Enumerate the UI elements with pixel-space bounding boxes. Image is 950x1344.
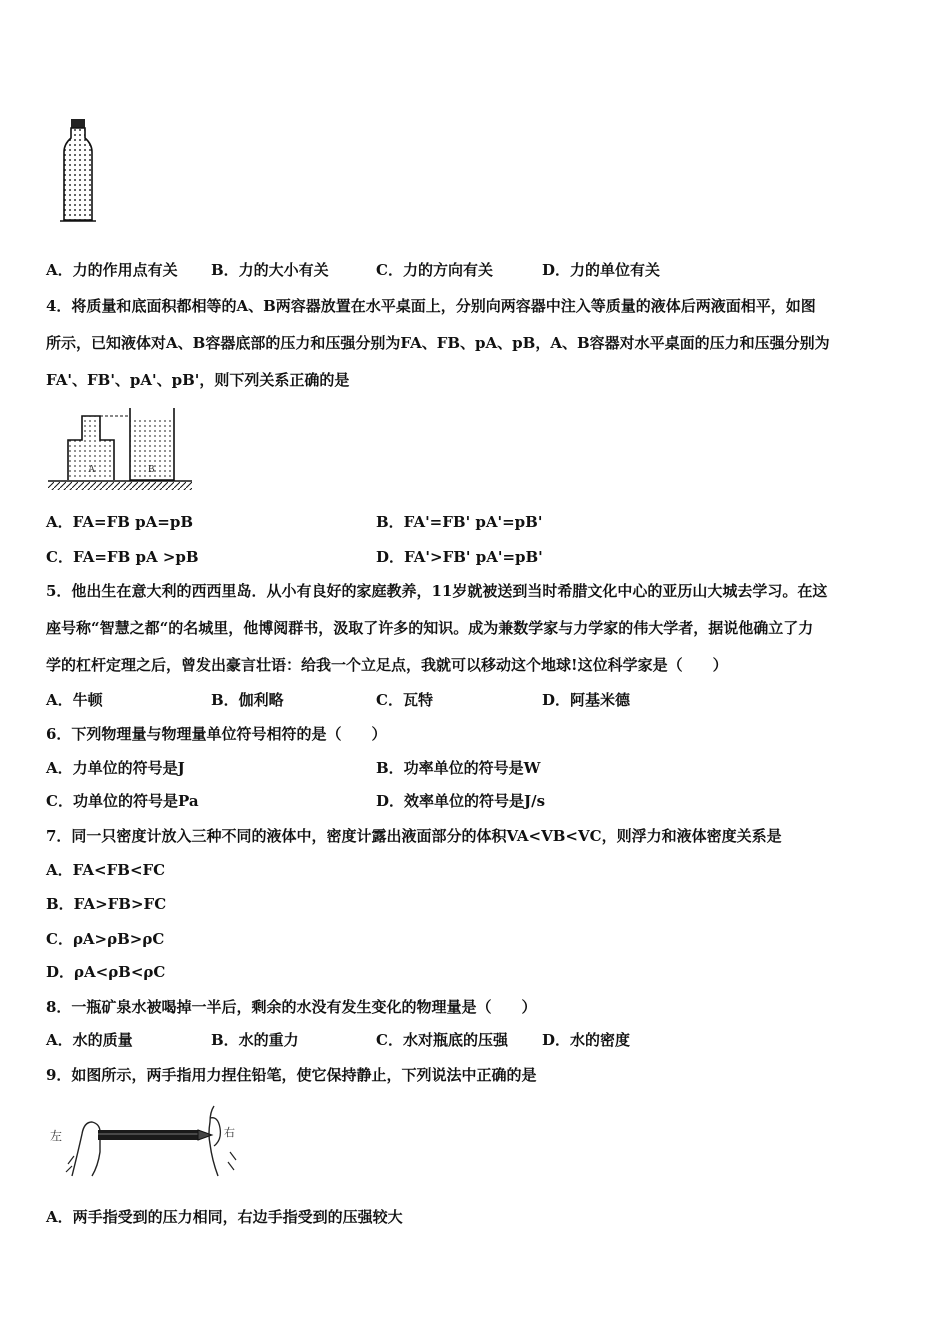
- q6-option-d[interactable]: D．效率单位的符号是J/s: [376, 792, 546, 810]
- q5-stem-line1: 5．他出生在意大利的西西里岛．从小有良好的家庭教养，11岁就被送到当时希腊文化中心的亚历山大城去学习。在这: [46, 582, 828, 600]
- q5-stem-line2: 座号称“智慧之都“的名城里，他博阅群书，汲取了许多的知识。成为兼数学家与力学家的伟大学者，据说他确立了力: [46, 619, 814, 637]
- q7-option-d[interactable]: D．ρA<ρB<ρC: [46, 963, 166, 981]
- q7-option-c[interactable]: C．ρA>ρB>ρC: [46, 930, 165, 948]
- q4-option-a[interactable]: A．FA=FB pA=pB: [46, 513, 194, 531]
- q7-stem: 7．同一只密度计放入三种不同的液体中，密度计露出液面部分的体积VA<VB<VC，则浮力和液体密度关系是: [46, 827, 782, 845]
- q6-option-b[interactable]: B．功率单位的符号是W: [376, 759, 541, 777]
- q5-option-d[interactable]: D．阿基米德: [542, 691, 631, 709]
- q7-option-a[interactable]: A．FA<FB<FC: [46, 861, 166, 879]
- q4-option-d[interactable]: D．FA'>FB' pA'=pB': [376, 548, 543, 566]
- q5-stem-line3: 学的杠杆定理之后，曾发出豪言壮语：给我一个立足点，我就可以移动这个地球!这位科学家是（ ）: [46, 656, 728, 674]
- q8-option-b[interactable]: B．水的重力: [211, 1031, 299, 1049]
- q3-option-b[interactable]: B．力的大小有关: [211, 261, 329, 279]
- q4-stem-line1: 4．将质量和底面积都相等的A、B两容器放置在水平桌面上，分别向两容器中注入等质量的液体后两液面相平，如图: [46, 297, 816, 315]
- q7-option-b[interactable]: B．FA>FB>FC: [46, 895, 167, 913]
- q4-stem-line3: FA'、FB'、pA'、pB'，则下列关系正确的是: [46, 371, 350, 389]
- container-b-label: B: [148, 464, 155, 475]
- q8-stem: 8．一瓶矿泉水被喝掉一半后，剩余的水没有发生变化的物理量是（ ）: [46, 998, 537, 1016]
- q6-stem: 6．下列物理量与物理量单位符号相符的是（ ）: [46, 725, 387, 743]
- q3-option-a[interactable]: A．力的作用点有关: [46, 261, 178, 279]
- q4-stem-line2: 所示，已知液体对A、B容器底部的压力和压强分别为FA、FB、pA、pB，A、B容器对水平桌面的压力和压强分别为: [46, 334, 830, 352]
- q5-option-b[interactable]: B．伽利略: [211, 691, 284, 709]
- q8-option-a[interactable]: A．水的质量: [46, 1031, 133, 1049]
- containers-figure: [48, 404, 192, 492]
- q5-option-c[interactable]: C．瓦特: [376, 691, 433, 709]
- q8-option-c[interactable]: C．水对瓶底的压强: [376, 1031, 508, 1049]
- q9-stem: 9．如图所示，两手指用力捏住铅笔，使它保持静止，下列说法中正确的是: [46, 1066, 537, 1084]
- q3-option-c[interactable]: C．力的方向有关: [376, 261, 493, 279]
- q6-option-a[interactable]: A．力单位的符号是J: [46, 759, 185, 777]
- left-label: 左: [50, 1129, 63, 1143]
- right-label: 右: [224, 1126, 235, 1139]
- q8-option-d[interactable]: D．水的密度: [542, 1031, 631, 1049]
- q3-option-d[interactable]: D．力的单位有关: [542, 261, 661, 279]
- container-a-label: A: [88, 464, 96, 475]
- q5-option-a[interactable]: A．牛顿: [46, 691, 103, 709]
- q4-option-c[interactable]: C．FA=FB pA >pB: [46, 548, 199, 566]
- q9-option-a[interactable]: A．两手指受到的压力相同，右边手指受到的压强较大: [46, 1208, 403, 1226]
- q6-option-c[interactable]: C．功单位的符号是Pa: [46, 792, 199, 810]
- pencil-figure: [48, 1104, 244, 1180]
- q4-option-b[interactable]: B．FA'=FB' pA'=pB': [376, 513, 543, 531]
- bottle-figure: [58, 118, 98, 224]
